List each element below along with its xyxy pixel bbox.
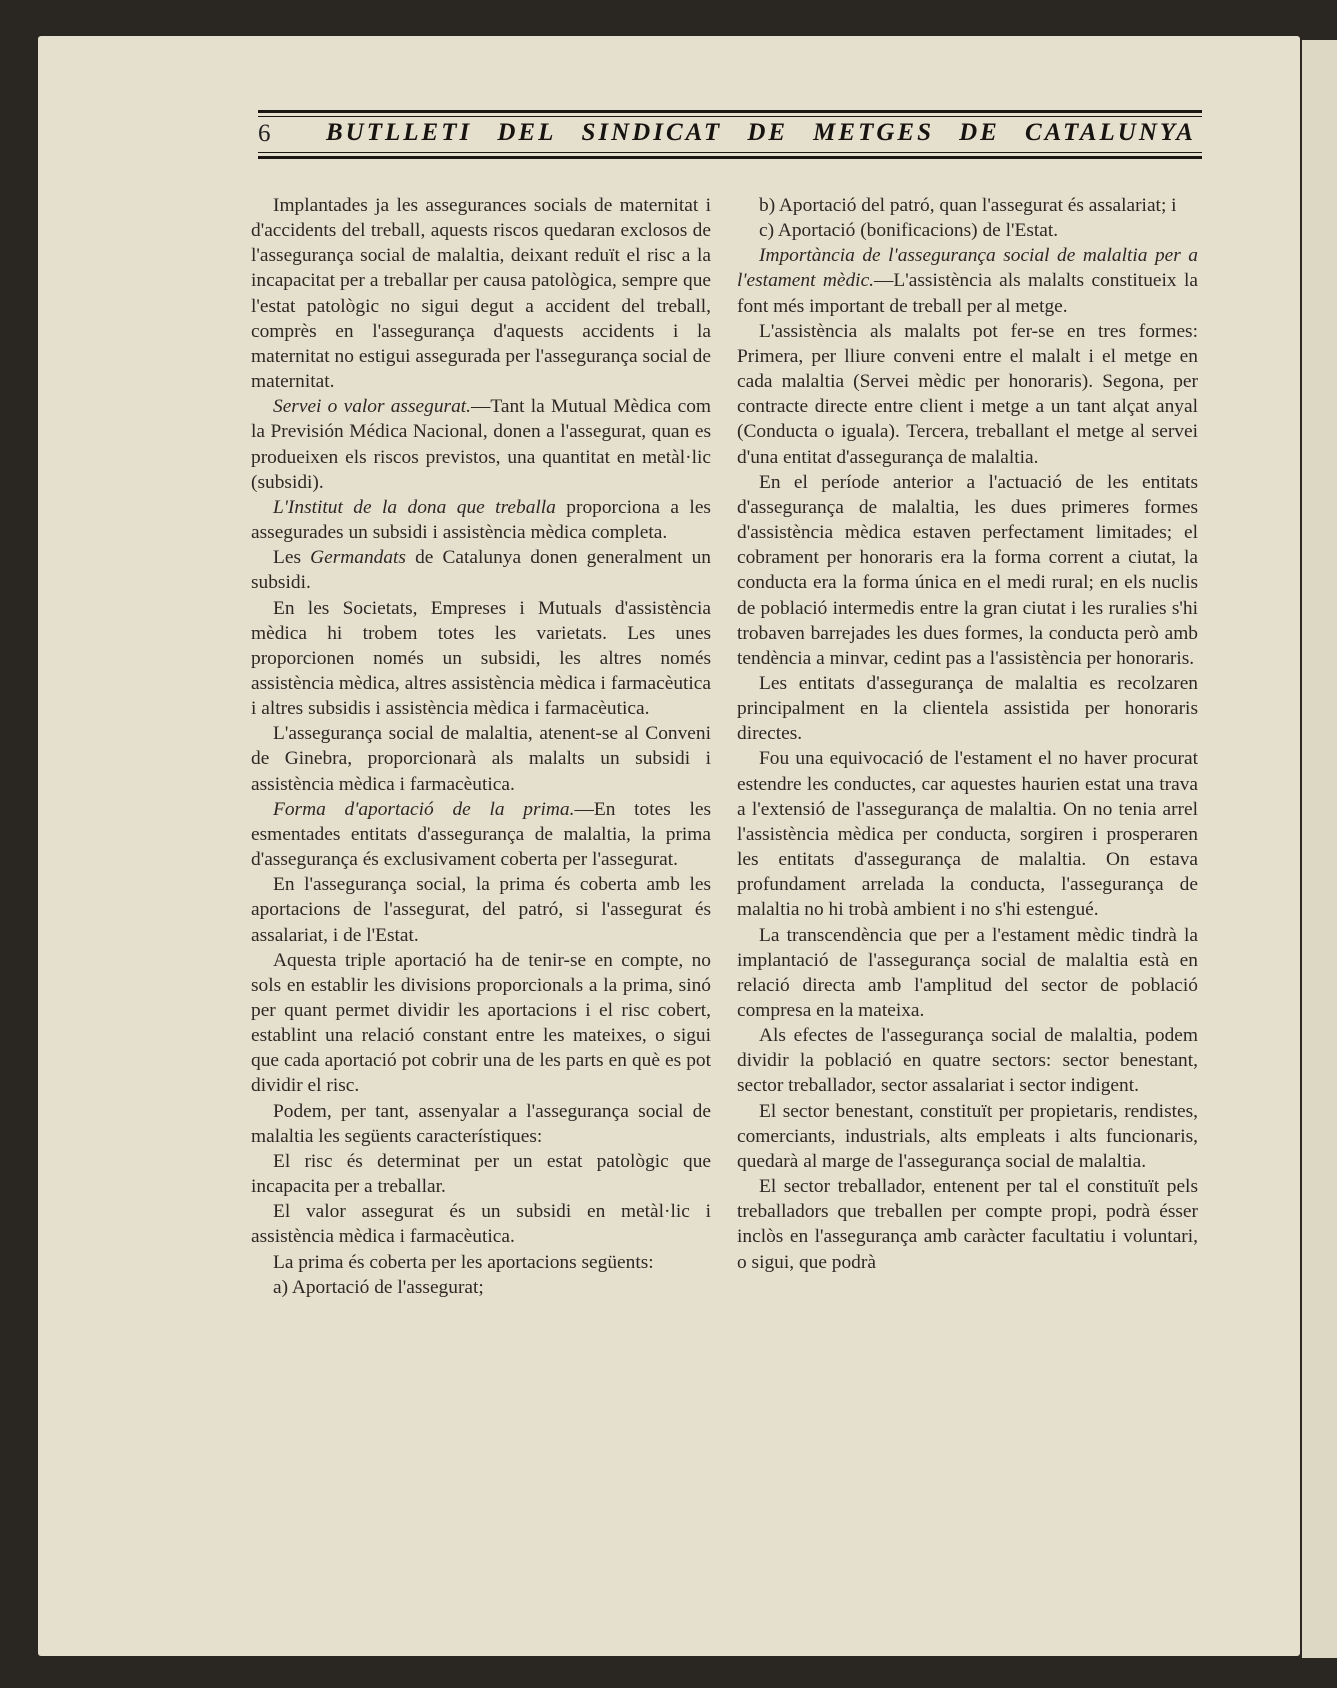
paragraph-text: El sector treballador, entenent per tal el constituït pels treballadors que treballen per compte propi, podrà ésser inclòs en l'assegurança amb caràcter facultatiu i voluntari, o sigui, que podrà xyxy=(737,1176,1198,1273)
publication-title xyxy=(320,118,1202,148)
paragraph-text: Als efectes de l'assegurança social de malaltia, podem dividir la població en quatre sectors: sector benestant, sector treballador, sector assalariat i sector indigent. xyxy=(737,1025,1198,1097)
paragraph-text: El risc és determinat per un estat patològic que incapacita per a treballar. xyxy=(251,1150,711,1198)
paragraph xyxy=(737,746,1198,922)
paragraph xyxy=(737,243,1198,318)
page-number: 6 xyxy=(258,120,281,148)
paragraph-text: La prima és coberta per les aportacions següents: xyxy=(273,1251,654,1273)
header-rule xyxy=(258,110,1202,113)
paragraph xyxy=(251,872,711,947)
paragraph-text: proporciona a les assegurades un subsidi i assistència mèdica completa. xyxy=(251,496,711,544)
paragraph xyxy=(737,1023,1198,1098)
paragraph xyxy=(251,948,711,1099)
paragraph-text: En l'assegurança social, la prima és coberta amb les aportacions de l'assegurat, del patró, si l'assegurat és assalariat, i de l'Estat. xyxy=(251,874,711,946)
paragraph-text: En les Societats, Empreses i Mutuals d'assistència mèdica hi trobem totes les varietats. Les unes proporcionen només un subsidi, les altres només assistència mèdica, altres assistència mèdica i farmacèutica i altres subsidis i assistència mèdica i farmacèutica. xyxy=(251,597,711,720)
running-header xyxy=(258,106,1202,166)
paragraph xyxy=(251,797,711,872)
paragraph xyxy=(251,721,711,796)
paragraph-text: Les xyxy=(273,547,311,569)
paragraph-text: b) Aportació del patró, quan l'assegurat és assalariat; i xyxy=(759,195,1177,216)
paragraph xyxy=(251,596,711,722)
paragraph xyxy=(251,1099,711,1149)
list-item xyxy=(737,218,1198,243)
title-word: BUTLLETI xyxy=(320,119,478,147)
title-word: CATALUNYA xyxy=(1019,119,1202,147)
title-word: DEL xyxy=(491,119,562,147)
header-rule xyxy=(258,116,1202,117)
paragraph-heading: Forma d'aportació de la prima. xyxy=(273,798,575,820)
paragraph-text: —Tant la Mutual Mèdica com la Previsión Médica Nacional, donen a l'assegurat, quan es produeixen els riscos previstos, una quantitat en metàl·lic (subsidi). xyxy=(251,396,711,493)
paragraph-text: Podem, per tant, assenyalar a l'assegurança social de malaltia les següents característiques: xyxy=(251,1100,711,1147)
paragraph xyxy=(737,1174,1198,1275)
paragraph-text: L'assistència als malalts pot fer-se en tres formes: Primera, per lliure conveni entre el malalt i el metge en cada malaltia (Servei mèdic per honoraris). Segona, per contracte directe entre client i metge a un tant alçat anyal (Conducta o iguala). Tercera, treballant el metge al servei d'una entitat d'assegurança de malaltia. xyxy=(737,320,1198,468)
title-word: DE xyxy=(741,119,794,147)
right-column xyxy=(737,193,1198,1275)
paragraph-text: El sector benestant, constituït per propietaris, rendistes, comerciants, industrials, alts empleats i alts funcionaris, quedarà al marge de l'assegurança social de malaltia. xyxy=(737,1100,1198,1172)
institution-name: L'Institut de la dona que treballa xyxy=(273,496,556,518)
paragraph-text: de Catalunya donen generalment un subsidi. xyxy=(251,547,711,594)
paragraph xyxy=(737,923,1198,1024)
list-item xyxy=(737,193,1198,218)
paragraph-text: —L'assistència als malalts constitueix la font més important de treball per al metge. xyxy=(737,270,1198,317)
institution-name: Germandats xyxy=(310,547,406,569)
title-word: SINDICAT xyxy=(575,119,728,147)
paragraph xyxy=(251,1149,711,1199)
paragraph xyxy=(251,545,711,595)
paragraph-text: Implantades ja les assegurances socials de maternitat i d'accidents del treball, aquests riscos quedaran exclosos de l'assegurança social de malaltia, deixant reduït el risc a la incapacitat per a treballar per causa patològica, sempre que l'estat patològic no sigui degut a accident del treball, comprès en l'assegurança d'aquests accidents i la maternitat no estigui assegurada per l'assegurança social de maternitat. xyxy=(251,195,711,393)
paragraph-text: Les entitats d'assegurança de malaltia es recolzaren principalment en la clientela assistida per honoraris directes. xyxy=(737,672,1198,745)
paragraph xyxy=(737,1099,1198,1174)
paragraph-text: La transcendència que per a l'estament mèdic tindrà la implantació de l'assegurança social de malaltia està en relació directa amb l'amplitud del sector de població compresa en la mateixa. xyxy=(737,924,1198,1021)
header-rule xyxy=(258,152,1202,153)
paragraph xyxy=(737,671,1198,746)
left-column xyxy=(251,193,711,1300)
paragraph xyxy=(737,470,1198,671)
paragraph-heading: Importància de l'assegurança social de malaltia per a l'estament mèdic. xyxy=(737,245,1198,292)
paragraph-text: Fou una equivocació de l'estament el no haver procurat estendre les conductes, car aquestes haurien estat una trava a l'extensió de l'assegurança de malaltia. On no tenia arrel l'assistència mèdica per conducta, sorgiren i prosperaren les entitats d'assegurança de malaltia. On estava profundament arrelada la conducta, l'assegurança de malaltia no hi trobà ambient i no s'hi estengué. xyxy=(737,748,1198,921)
paragraph-text: L'assegurança social de malaltia, atenent-se al Conveni de Ginebra, proporcionarà als malalts un subsidi i assistència mèdica i farmacèutica. xyxy=(251,723,711,795)
title-word: DE xyxy=(953,119,1006,147)
paragraph-text: En el període anterior a l'actuació de les entitats d'assegurança de malaltia, les dues primeres formes d'assistència mèdica estaven perfectament limitades; el cobrament per honoraris era la forma corrent a ciutat, la conducta era la forma única en el medi rural; en els nuclis de població intermedis entre la gran ciutat i les ruralies s'hi trobaven barrejades les dues formes, la conducta però amb tendència a minvar, cedint pas a l'assistència per honoraris. xyxy=(737,471,1198,669)
paragraph xyxy=(251,193,711,394)
paragraph-heading: Servei o valor assegurat. xyxy=(273,396,471,418)
paragraph xyxy=(737,319,1198,470)
paragraph-text: a) Aportació de l'assegurat; xyxy=(273,1276,484,1298)
header-rule xyxy=(258,156,1202,159)
paragraph xyxy=(251,495,711,545)
paragraph-text: c) Aportació (bonificacions) de l'Estat. xyxy=(759,220,1059,242)
paragraph xyxy=(251,1199,711,1249)
next-page-edge xyxy=(1302,40,1337,1658)
paragraph-text: El valor assegurat és un subsidi en metàl·lic i assistència mèdica i farmacèutica. xyxy=(251,1201,711,1248)
paragraph xyxy=(251,394,711,495)
paragraph xyxy=(251,1250,711,1275)
paragraph-text: —En totes les esmentades entitats d'assegurança de malaltia, la prima d'assegurança és exclusivament coberta per l'assegurat. xyxy=(251,798,711,871)
title-word: METGES xyxy=(807,119,940,147)
list-item xyxy=(251,1275,711,1300)
paragraph-text: Aquesta triple aportació ha de tenir-se en compte, no sols en establir les divisions proporcionals a la prima, sinó per quant permet dividir les aportacions i el risc cobert, establint una relació constant entre les mateixes, o sigui que cada aportació pot cobrir una de les parts en què es pot dividir el risc. xyxy=(251,949,711,1097)
